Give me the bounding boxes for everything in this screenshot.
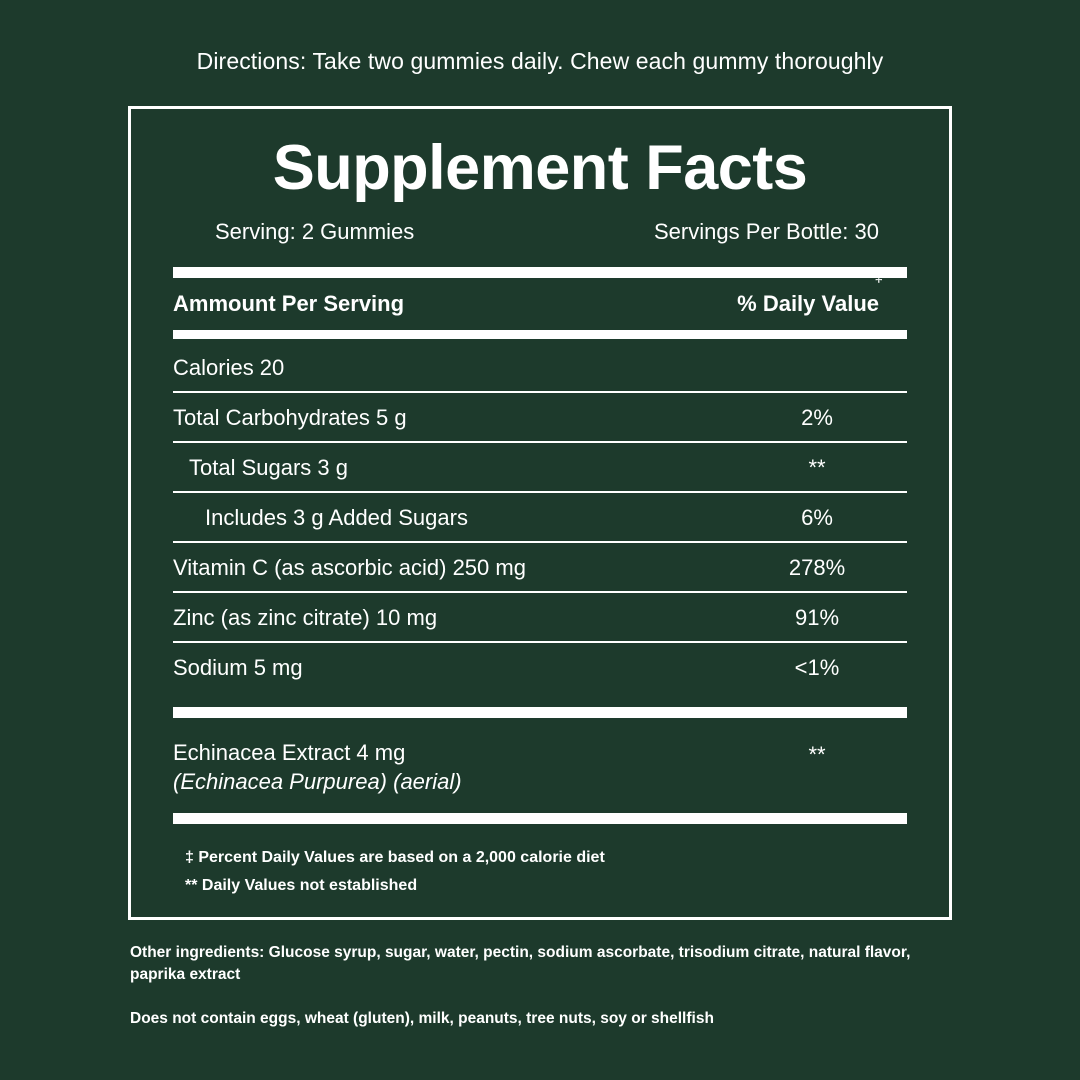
row-label: Includes 3 g Added Sugars xyxy=(205,504,468,530)
row-value: ** xyxy=(808,454,826,480)
daily-value-label: % Daily Value xyxy=(737,290,879,316)
row-label: Calories 20 xyxy=(173,354,285,380)
table-row xyxy=(173,543,907,593)
divider-thick-bottom xyxy=(173,813,907,824)
divider-thick-top xyxy=(173,267,907,278)
table-row xyxy=(173,343,907,393)
footnote-not-established: ** Daily Values not established xyxy=(185,877,418,895)
row-label: Sodium 5 mg xyxy=(173,654,303,680)
panel-title: Supplement Facts xyxy=(272,133,808,203)
double-dagger-icon: ‡ xyxy=(874,268,883,286)
amount-per-serving-label: Ammount Per Serving xyxy=(173,291,405,317)
servings-per-container: Servings Per Bottle: 30 xyxy=(653,219,879,245)
row-label: Vitamin C (as ascorbic acid) 250 mg xyxy=(173,554,526,580)
serving-info-row xyxy=(173,219,907,245)
row-value: 2% xyxy=(801,404,833,430)
botanical-value: ** xyxy=(808,741,826,767)
serving-size: Serving: 2 Gummies xyxy=(215,219,415,245)
allergen-statement-text: Does not contain eggs, wheat (gluten), milk, peanuts, tree nuts, soy or shellfish xyxy=(130,1010,714,1027)
divider-under-headers xyxy=(173,330,907,339)
row-label: Total Sugars 3 g xyxy=(189,454,348,480)
table-row xyxy=(173,593,907,643)
directions-text: Directions: Take two gummies daily. Chew each gummy thoroughly xyxy=(196,48,884,74)
table-row xyxy=(173,393,907,443)
botanical-latin-name: (Echinacea Purpurea) (aerial) xyxy=(173,769,462,795)
footnotes xyxy=(173,844,907,900)
row-label: Zinc (as zinc citrate) 10 mg xyxy=(173,604,438,630)
row-value: 91% xyxy=(794,604,840,630)
footnote-daily-value: ‡ Percent Daily Values are based on a 2,000 calorie diet xyxy=(185,849,605,867)
daily-value-header xyxy=(737,268,907,317)
column-headers xyxy=(173,268,907,328)
botanical-row xyxy=(173,718,907,811)
divider-thick-middle xyxy=(173,707,907,718)
table-row xyxy=(173,443,907,493)
row-value: 278% xyxy=(788,554,846,580)
nutrient-rows xyxy=(173,343,907,691)
table-row xyxy=(173,493,907,543)
botanical-name: Echinacea Extract 4 mg xyxy=(173,739,406,765)
row-label: Total Carbohydrates 5 g xyxy=(173,404,407,430)
supplement-facts-panel xyxy=(128,106,952,920)
row-value: <1% xyxy=(794,654,840,680)
row-value: 6% xyxy=(801,504,833,530)
other-ingredients-text: Other ingredients: Glucose syrup, sugar, water, pectin, sodium ascorbate, trisodium citrate, natural flavor, paprika extract xyxy=(130,944,911,984)
table-row xyxy=(173,643,907,691)
